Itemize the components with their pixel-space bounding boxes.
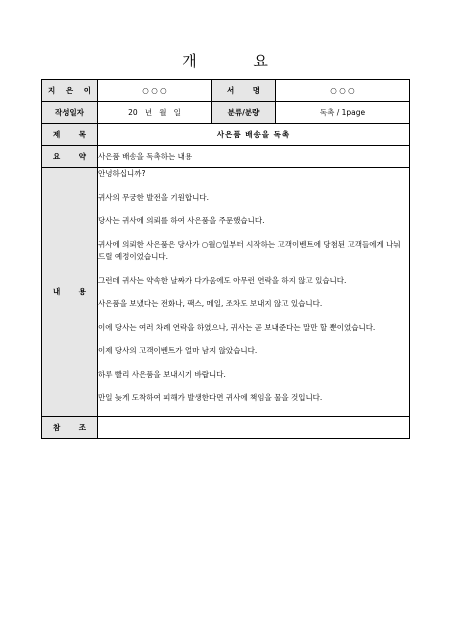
- author-row: [42, 80, 410, 102]
- date-text: 20 년 월 일: [128, 108, 181, 117]
- content-body: [98, 168, 410, 417]
- summary-label: 요 약: [42, 146, 98, 168]
- content-paragraph: 안녕하십니까?: [98, 169, 146, 178]
- document-form: [41, 79, 410, 439]
- content-paragraph: 귀사에 의뢰한 사은품은 당사가 ○월○일부터 시작하는 고객이벤트에 당첨된 고객들에게 나눠 드릴 예정이었습니다.: [98, 239, 401, 261]
- date-value: [98, 102, 212, 124]
- content-paragraph: 그런데 귀사는 약속한 날짜가 다가옴에도 아무런 연락을 하지 않고 있습니다.: [98, 275, 347, 285]
- content-paragraph: 이제 당사의 고객이벤트가 얼마 남지 않았습니다.: [98, 346, 258, 355]
- date-row: [42, 102, 410, 124]
- summary-value: 사은품 배송을 독촉하는 내용: [98, 146, 410, 168]
- content-paragraph: 만일 늦게 도착하여 피해가 발생한다면 귀사에 책임을 물을 것입니다.: [98, 393, 323, 402]
- content-paragraph: 당사는 귀사에 의뢰를 하여 사은품을 주문했습니다.: [98, 216, 265, 225]
- reference-value: [98, 416, 410, 438]
- reference-label: 참 조: [42, 416, 98, 438]
- author-label: 지 은 이: [42, 80, 98, 102]
- author-value: ○ ○ ○: [98, 80, 212, 102]
- subject-row: [42, 124, 410, 146]
- content-paragraph: 하루 빨리 사은품을 보내시기 바랍니다.: [98, 369, 226, 379]
- content-paragraph: 사은품을 보냈다는 전화나, 팩스, 메일, 조차도 보내지 않고 있습니다.: [98, 299, 323, 308]
- content-row: [42, 168, 410, 417]
- subject-label: 제 목: [42, 124, 98, 146]
- content-label: 내 용: [42, 168, 98, 417]
- content-paragraph: 귀사의 무궁한 발전을 기원합니다.: [98, 192, 209, 202]
- sign-label: 서 명: [212, 80, 276, 102]
- content-paragraph: 이에 당사는 여러 차례 연락을 하였으나, 귀사는 곧 보내준다는 말만 할 뿐이었습니다.: [98, 322, 376, 332]
- summary-row: [42, 146, 410, 168]
- sign-value: ○ ○ ○: [276, 80, 410, 102]
- subject-value: 사은품 배송을 독촉: [98, 124, 410, 146]
- category-label: 분류/분량: [212, 102, 276, 124]
- date-label: 작성일자: [42, 102, 98, 124]
- page-title: 개 요: [182, 52, 294, 70]
- category-value: 독촉 / 1page: [276, 102, 410, 124]
- reference-row: [42, 416, 410, 438]
